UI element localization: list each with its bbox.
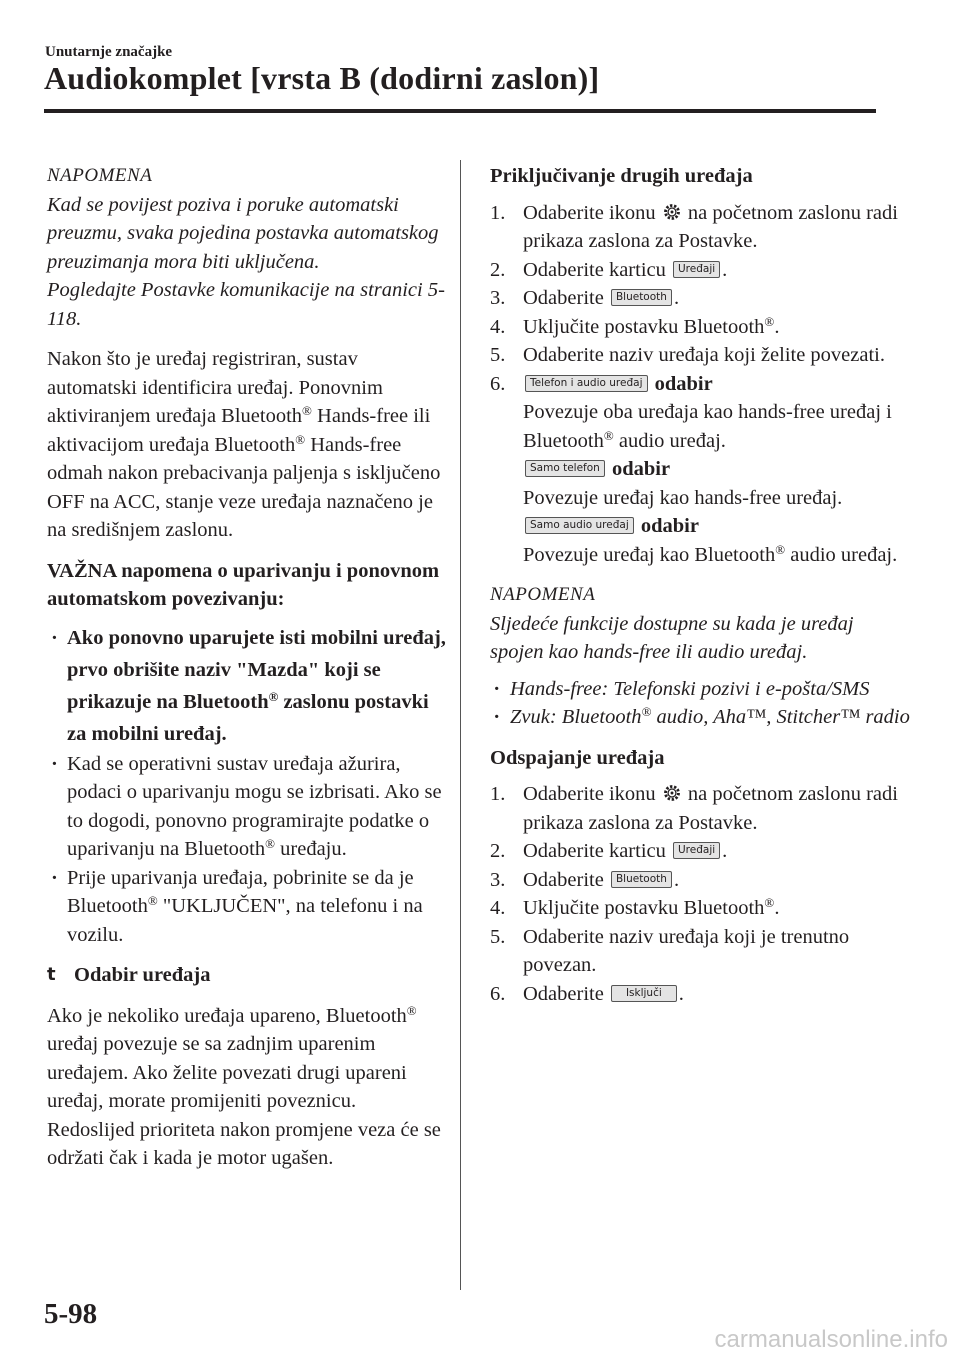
section-label: Unutarnje značajke — [45, 44, 173, 60]
bullet-item: · Hands-free: Telefonski pozivi i e-pošta/SMS — [494, 677, 870, 700]
important-heading: VAŽNA napomena o uparivanju i ponovnom automatskom povezivanju: — [47, 559, 440, 610]
right-column — [490, 162, 910, 1008]
gear-icon — [663, 784, 681, 802]
paragraph-registration: Nakon što je uređaj registriran, sustav automatski identificira uređaj. Ponovnim aktiviranjem uređaja Bluetooth® Hands-free ili aktivacijom uređaja Bluetooth® Hands-free odmah nakon prebacivanja paljenja s isključeno OFF na ACC, stanje veze uređaja naznačeno je na središnjem zaslonu. — [47, 348, 441, 541]
step-item: 2. Odaberite karticu Uređaji . — [490, 258, 728, 281]
paragraph-device-select: Ako je nekoliko uređaja upareno, Bluetooth® uređaj povezuje se sa zadnjim uparenim uređajem. Ako želite povezati drugi upareni uređaj, morate promijeniti poveznicu. Redoslijed prioriteta nakon promjene veza će se održati čak i kada je motor ugašen. — [47, 1002, 441, 1169]
note-reference-link[interactable]: Pogledajte Postavke komunikacije na stranici 5-118. — [47, 279, 445, 330]
disconnect-button[interactable]: Isključi — [611, 985, 677, 1002]
step-item: 1. Odaberite ikonu na početnom zaslonu radi prikaza zaslona za Postavke. — [490, 201, 898, 252]
step-description: Povezuje oba uređaja kao hands-free uređaj i Bluetooth® audio uređaj. — [523, 401, 892, 452]
step-description: Povezuje uređaj kao Bluetooth® audio uređaj. — [523, 541, 898, 566]
step-option: Samo audio uređaj odabir — [490, 512, 910, 541]
note-label: NAPOMENA — [490, 584, 596, 605]
bluetooth-button[interactable]: Bluetooth — [611, 289, 672, 306]
step-item: 5. Odaberite naziv uređaja koji je trenutno povezan. — [490, 925, 850, 976]
step-item: 4. Uključite postavku Bluetooth®. — [490, 313, 780, 338]
watermark: carmanualsonline.info — [714, 1326, 948, 1353]
step-item: 3. Odaberite Bluetooth . — [490, 868, 680, 891]
step-description: Povezuje uređaj kao hands-free uređaj. — [523, 486, 843, 509]
step-item: 6. Telefon i audio uređaj odabir — [490, 372, 713, 395]
page-title: Audiokomplet [vrsta B (dodirni zaslon)] — [44, 60, 600, 96]
note-text: Sljedeće funkcije dostupne su kada je uređaj spojen kao hands-free ili audio uređaj. — [490, 612, 854, 663]
disconnect-heading: Odspajanje uređaja — [490, 746, 665, 769]
step-item: 5. Odaberite naziv uređaja koji želite povezati. — [490, 344, 885, 366]
step-item: 4. Uključite postavku Bluetooth®. — [490, 895, 780, 919]
note-text: Kad se povijest poziva i poruke automatski preuzmu, svaka pojedina postavka automatskog preuzimanja mora biti uključena. — [47, 193, 439, 273]
column-divider — [460, 160, 461, 1290]
devices-tab-button[interactable]: Uređaji — [673, 261, 720, 278]
step-item: 2. Odaberite karticu Uređaji . — [490, 840, 728, 862]
connect-heading: Priključivanje drugih uređaja — [490, 165, 753, 187]
phone-and-audio-button[interactable]: Telefon i audio uređaj — [525, 375, 648, 392]
phone-only-button[interactable]: Samo telefon — [525, 460, 605, 477]
note-label: NAPOMENA — [47, 165, 153, 186]
section-heading-device-select: t Odabir uređaja — [47, 961, 447, 990]
header-rule — [44, 109, 876, 113]
bullet-item: · Ako ponovno uparujete isti mobilni uređaj, prvo obrišite naziv "Mazda" koji se prikazuje na Bluetooth® zaslonu postavki za mobilni uređaj. — [51, 626, 446, 745]
section-marker-icon: t — [47, 964, 56, 985]
bullet-item: · Kad se operativni sustav uređaja ažurira, podaci o uparivanju mogu se izbrisati. Ako se to dogodi, ponovno programirajte podatke o uparivanju na Bluetooth® uređaju. — [51, 752, 442, 860]
step-item: 1. Odaberite ikonu na početnom zaslonu radi prikaza zaslona za Postavke. — [490, 783, 898, 834]
step-item: 3. Odaberite Bluetooth . — [490, 287, 680, 309]
bullet-item: · Prije uparivanja uređaja, pobrinite se da je Bluetooth® "UKLJUČEN", na telefonu i na vozilu. — [51, 866, 423, 946]
step-option: Samo telefon odabir — [490, 455, 910, 484]
audio-only-button[interactable]: Samo audio uređaj — [525, 517, 634, 534]
left-column — [47, 162, 447, 1173]
bullet-item: · Zvuk: Bluetooth® audio, Aha™, Stitcher™ radio — [494, 704, 910, 728]
bluetooth-button[interactable]: Bluetooth — [611, 871, 672, 888]
gear-icon — [663, 203, 681, 221]
page-number: 5-98 — [44, 1298, 98, 1330]
step-item: 6. Odaberite Isključi . — [490, 982, 684, 1005]
devices-tab-button[interactable]: Uređaji — [673, 842, 720, 859]
